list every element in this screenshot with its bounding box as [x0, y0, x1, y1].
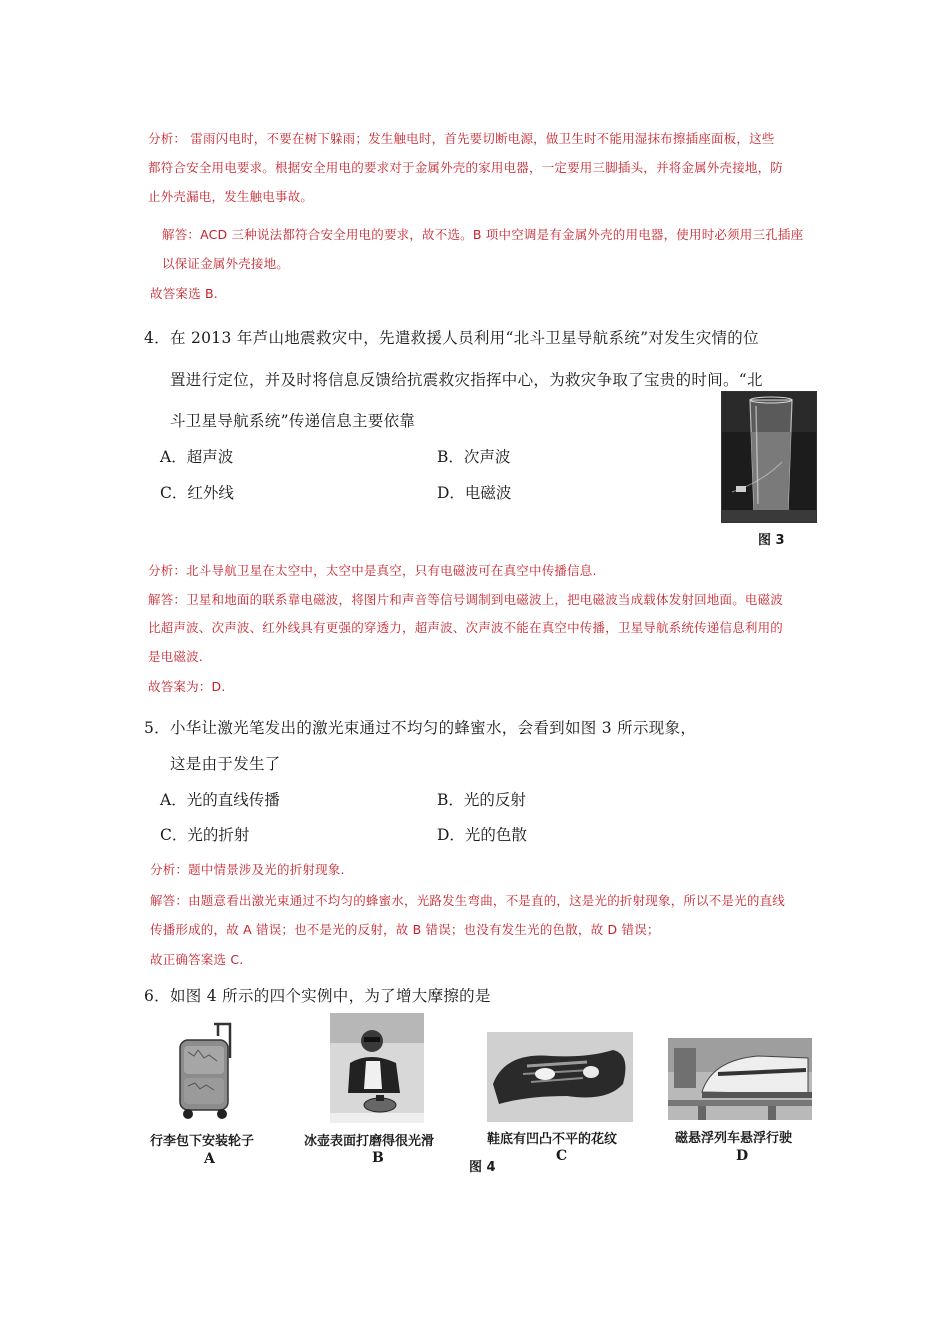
- q5-option-b: B．光的反射: [437, 791, 526, 809]
- figure-4-caption: 图 4: [469, 1160, 496, 1175]
- q3-answer-line1: 解答：ACD 三种说法都符合安全用电的要求，故不选。B 项中空调是有金属外壳的用电器，使用时必须用三孔插座: [162, 227, 804, 242]
- q4-analysis-line2: 解答：卫星和地面的联系靠电磁波，将图片和声音等信号调制到电磁波上，把电磁波当成载体发射回地面。电磁波: [148, 592, 784, 607]
- q5-analysis-line1: 分析：题中情景涉及光的折射现象.: [150, 862, 345, 877]
- glass-illustration: [722, 392, 816, 522]
- figure-4b-curling-image: [330, 1013, 424, 1123]
- figure-4a-caption: 行李包下安装轮子: [150, 1134, 255, 1149]
- q4-option-b: B．次声波: [437, 448, 511, 466]
- q5-option-a: A．光的直线传播: [160, 791, 280, 809]
- q5-line2: 这是由于发生了: [170, 755, 281, 773]
- q3-final-answer: 故答案选 B.: [150, 286, 218, 301]
- q4-analysis-line1: 分析：北斗导航卫星在太空中，太空中是真空，只有电磁波可在真空中传播信息.: [148, 563, 597, 578]
- q4-analysis-line4: 是电磁波.: [148, 649, 203, 664]
- figure-4b-letter: B: [372, 1150, 384, 1166]
- figure-4d-letter: D: [736, 1148, 749, 1164]
- figure-4d-caption: 磁悬浮列车悬浮行驶: [675, 1131, 793, 1146]
- q5-analysis-line2: 解答：由题意看出激光束通过不均匀的蜂蜜水，光路发生弯曲，不是直的，这是光的折射现象，所以不是光的直线: [150, 893, 786, 908]
- figure-3-glass-image: [721, 391, 817, 523]
- q5-line1: 5．小华让激光笔发出的激光束通过不均匀的蜂蜜水，会看到如图 3 所示现象，: [144, 719, 697, 737]
- q4-option-a: A．超声波: [160, 448, 234, 466]
- q4-option-d: D．电磁波: [437, 484, 512, 502]
- figure-4b-caption: 冰壶表面打磨得很光滑: [304, 1134, 435, 1149]
- figure-4c-letter: C: [556, 1148, 568, 1164]
- figure-4c-caption: 鞋底有凹凸不平的花纹: [487, 1132, 618, 1147]
- q4-line2: 置进行定位，并及时将信息反馈给抗震救灾指挥中心，为救灾争取了宝贵的时间。“北: [170, 371, 763, 389]
- figure-4c-shoe-sole-image: [487, 1032, 633, 1122]
- figure-4a-letter: A: [204, 1151, 215, 1167]
- q6-line1: 6．如图 4 所示的四个实例中，为了增大摩擦的是: [144, 987, 491, 1005]
- q5-final-answer: 故正确答案选 C.: [150, 952, 244, 967]
- q4-line3: 斗卫星导航系统”传递信息主要依靠: [170, 412, 416, 430]
- figure-4d-maglev-image: [668, 1038, 812, 1120]
- q4-final-answer: 故答案为：D.: [148, 679, 226, 694]
- q3-answer-line2: 以保证金属外壳接地。: [162, 256, 290, 271]
- q4-line1: 4．在 2013 年芦山地震救灾中，先遣救援人员利用“北斗卫星导航系统”对发生灾情的位: [144, 329, 759, 347]
- q4-analysis-line3: 比超声波、次声波、红外线具有更强的穿透力，超声波、次声波不能在真空中传播，卫星导航系统传递信息利用的: [148, 620, 784, 635]
- q3-analysis-line3: 止外壳漏电，发生触电事故。: [148, 189, 314, 204]
- q4-option-c: C．红外线: [160, 484, 234, 502]
- figure-3-caption: 图 3: [758, 533, 785, 548]
- q3-analysis-line2: 都符合安全用电要求。根据安全用电的要求对于金属外壳的家用电器，一定要用三脚插头，并将金属外壳接地，防: [148, 160, 784, 175]
- q3-analysis-line1: 分析： 雷雨闪电时，不要在树下躲雨；发生触电时，首先要切断电源，做卫生时不能用湿抹布擦插座面板，这些: [148, 131, 775, 146]
- figure-4a-luggage-image: [170, 1018, 246, 1122]
- q5-analysis-line3: 传播形成的，故 A 错误；也不是光的反射，故 B 错误；也没有发生光的色散，故 D 错误；: [150, 922, 660, 937]
- q5-option-c: C．光的折射: [160, 826, 250, 844]
- q5-option-d: D．光的色散: [437, 826, 527, 844]
